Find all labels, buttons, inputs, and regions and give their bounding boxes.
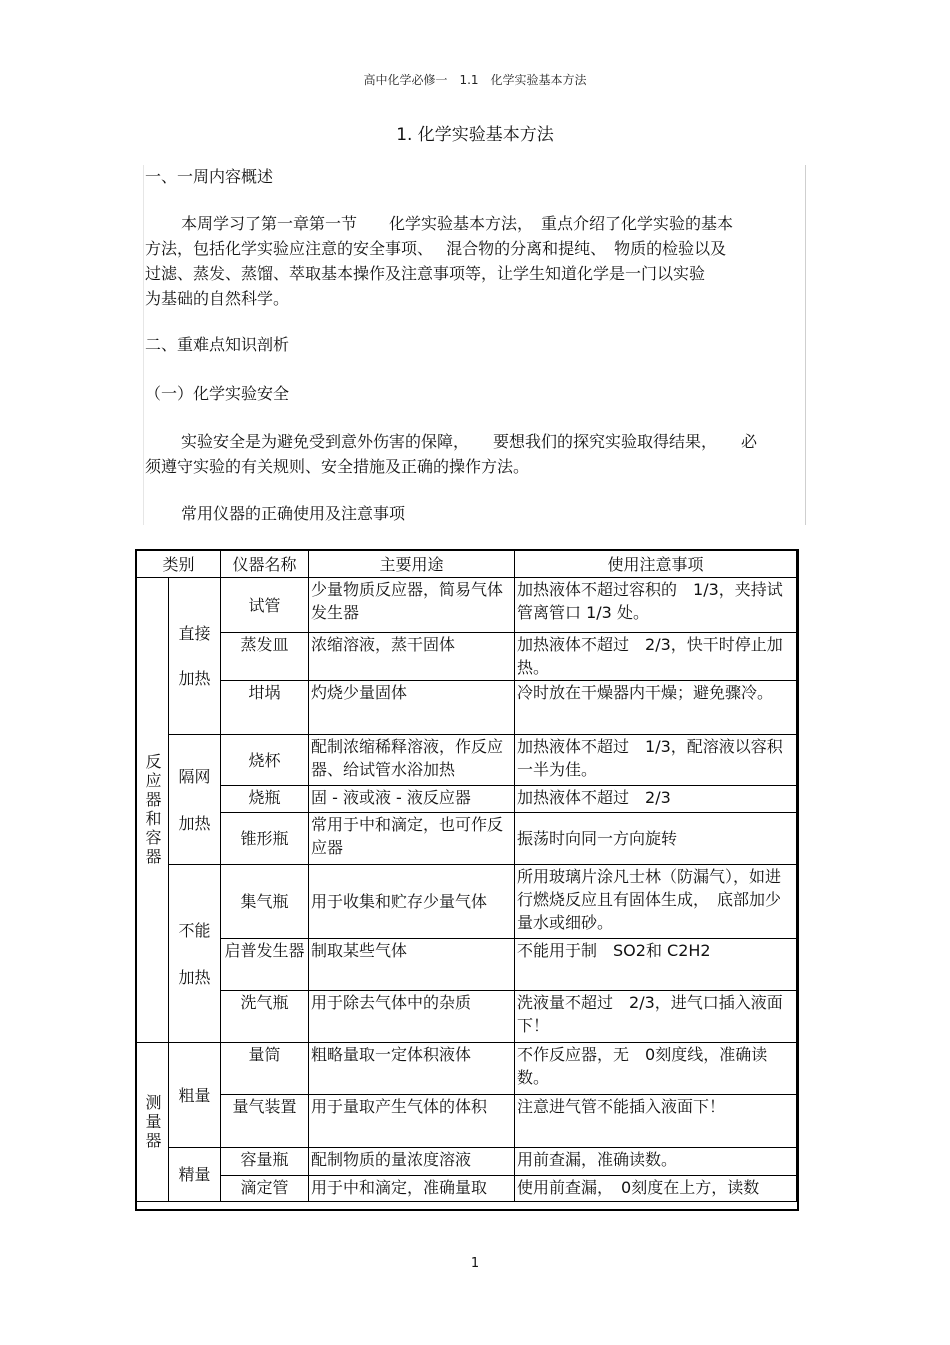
instrument-note: 加热液体不超过 1/3，配溶液以容积一半为佳。 bbox=[515, 735, 797, 786]
instrument-note: 加热液体不超过 2/3，快干时停止加热。 bbox=[515, 633, 797, 681]
instrument-name: 试管 bbox=[221, 578, 309, 633]
instrument-use: 用于中和滴定，准确量取 bbox=[309, 1176, 515, 1202]
instrument-use: 灼烧少量固体 bbox=[309, 681, 515, 735]
instrument-note: 使用前查漏， 0刻度在上方，读数 bbox=[515, 1176, 797, 1202]
table-row bbox=[137, 865, 797, 939]
instrument-name: 坩埚 bbox=[221, 681, 309, 735]
instrument-note: 不作反应器，无 0刻度线，准确读数。 bbox=[515, 1043, 797, 1095]
subgroup-gauze-heat-line1: 隔网 bbox=[178, 766, 211, 786]
instrument-name: 洗气瓶 bbox=[221, 991, 309, 1043]
table-row bbox=[137, 735, 797, 786]
instrument-name: 烧瓶 bbox=[221, 786, 309, 813]
subgroup-direct-heat bbox=[169, 578, 221, 735]
instrument-name: 集气瓶 bbox=[221, 865, 309, 939]
page-title: 1. 化学实验基本方法 bbox=[396, 125, 554, 145]
instrument-note: 冷时放在干燥器内干燥；避免骤冷。 bbox=[515, 681, 797, 735]
subgroup-no-heat-line2: 加热 bbox=[178, 967, 211, 987]
instrument-note: 所用玻璃片涂凡士林（防漏气），如进行燃烧反应且有固体生成， 底部加少量水或细砂。 bbox=[515, 865, 797, 939]
section2-line-2: 须遵守实验的有关规则、安全措施及正确的操作方法。 bbox=[145, 457, 530, 476]
table-row bbox=[137, 1043, 797, 1095]
instrument-use: 少量物质反应器，简易气体发生器 bbox=[309, 578, 515, 633]
instrument-note: 振荡时向同一方向旋转 bbox=[515, 813, 797, 865]
instrument-use: 用于量取产生气体的体积 bbox=[309, 1095, 515, 1148]
margin-line-left bbox=[143, 165, 144, 525]
section2-subheading: （一）化学实验安全 bbox=[145, 384, 290, 403]
instrument-note: 加热液体不超过 2/3 bbox=[515, 786, 797, 813]
instrument-note: 加热液体不超过容积的 1/3，夹持试管离管口 1/3 处。 bbox=[515, 578, 797, 633]
subgroup-gauze-heat bbox=[169, 735, 221, 865]
header-notes: 使用注意事项 bbox=[515, 551, 797, 578]
table-row bbox=[137, 681, 797, 735]
instrument-use: 制取某些气体 bbox=[309, 939, 515, 991]
instrument-name: 滴定管 bbox=[221, 1176, 309, 1202]
instrument-use: 浓缩溶液，蒸干固体 bbox=[309, 633, 515, 681]
section2-heading: 二、重难点知识剖析 bbox=[145, 335, 290, 354]
instrument-use: 用于除去气体中的杂质 bbox=[309, 991, 515, 1043]
instrument-name: 锥形瓶 bbox=[221, 813, 309, 865]
table-row bbox=[137, 786, 797, 813]
table-row bbox=[137, 1095, 797, 1148]
table-row bbox=[137, 991, 797, 1043]
running-header: 高中化学必修一 1.1 化学实验基本方法 bbox=[363, 73, 587, 87]
table-row bbox=[137, 1176, 797, 1202]
instrument-use: 固 - 液或液 - 液反应器 bbox=[309, 786, 515, 813]
instrument-name: 蒸发皿 bbox=[221, 633, 309, 681]
group-measuring-label: 测量器 bbox=[143, 1093, 162, 1151]
section2-line-1: 实验安全是为避免受到意外伤害的保障， 要想我们的探究实验取得结果， 必 bbox=[181, 432, 758, 451]
table-caption: 常用仪器的正确使用及注意事项 bbox=[181, 504, 406, 523]
instrument-table bbox=[136, 550, 797, 1202]
group-reactors bbox=[137, 578, 169, 1043]
table-row bbox=[137, 578, 797, 633]
subgroup-precise: 精量 bbox=[169, 1148, 221, 1202]
subgroup-direct-heat-line1: 直接 bbox=[178, 624, 211, 643]
table-header-row bbox=[137, 551, 797, 578]
subgroup-direct-heat-line2: 加热 bbox=[178, 669, 211, 688]
instrument-name: 启普发生器 bbox=[221, 939, 309, 991]
instrument-use: 配制浓缩稀释溶液，作反应器、给试管水浴加热 bbox=[309, 735, 515, 786]
instrument-note: 用前查漏，准确读数。 bbox=[515, 1148, 797, 1176]
instrument-name: 容量瓶 bbox=[221, 1148, 309, 1176]
section1-line-2: 方法，包括化学实验应注意的安全事项、 混合物的分离和提纯、 物质的检验以及 bbox=[145, 239, 727, 258]
table-row bbox=[137, 633, 797, 681]
table-row bbox=[137, 813, 797, 865]
header-category: 类别 bbox=[137, 551, 221, 578]
section1-line-1: 本周学习了第一章第一节 化学实验基本方法， 重点介绍了化学实验的基本 bbox=[181, 214, 734, 233]
instrument-note: 注意进气管不能插入液面下！ bbox=[515, 1095, 797, 1148]
subgroup-rough: 粗量 bbox=[169, 1043, 221, 1148]
header-instrument: 仪器名称 bbox=[221, 551, 309, 578]
instrument-note: 不能用于制 SO2和 C2H2 bbox=[515, 939, 797, 991]
table-row bbox=[137, 939, 797, 991]
table-row bbox=[137, 1148, 797, 1176]
header-use: 主要用途 bbox=[309, 551, 515, 578]
section1-line-3: 过滤、蒸发、蒸馏、萃取基本操作及注意事项等，让学生知道化学是一门以实验 bbox=[145, 264, 706, 283]
instrument-name: 烧杯 bbox=[221, 735, 309, 786]
instrument-name: 量筒 bbox=[221, 1043, 309, 1095]
instrument-use: 配制物质的量浓度溶液 bbox=[309, 1148, 515, 1176]
section1-line-4: 为基础的自然科学。 bbox=[145, 289, 290, 308]
subgroup-no-heat-line1: 不能 bbox=[178, 920, 211, 940]
subgroup-no-heat bbox=[169, 865, 221, 1043]
section1-heading: 一、一周内容概述 bbox=[145, 167, 274, 186]
instrument-note: 洗液量不超过 2/3，进气口插入液面下！ bbox=[515, 991, 797, 1043]
instrument-name: 量气装置 bbox=[221, 1095, 309, 1148]
group-measuring bbox=[137, 1043, 169, 1202]
instrument-use: 常用于中和滴定，也可作反应器 bbox=[309, 813, 515, 865]
instrument-use: 粗略量取一定体积液体 bbox=[309, 1043, 515, 1095]
subgroup-gauze-heat-line2: 加热 bbox=[178, 813, 211, 833]
instrument-use: 用于收集和贮存少量气体 bbox=[309, 865, 515, 939]
page-number: 1 bbox=[470, 1256, 480, 1271]
margin-line bbox=[805, 165, 806, 525]
group-reactors-label: 反应器和容器 bbox=[143, 753, 162, 867]
